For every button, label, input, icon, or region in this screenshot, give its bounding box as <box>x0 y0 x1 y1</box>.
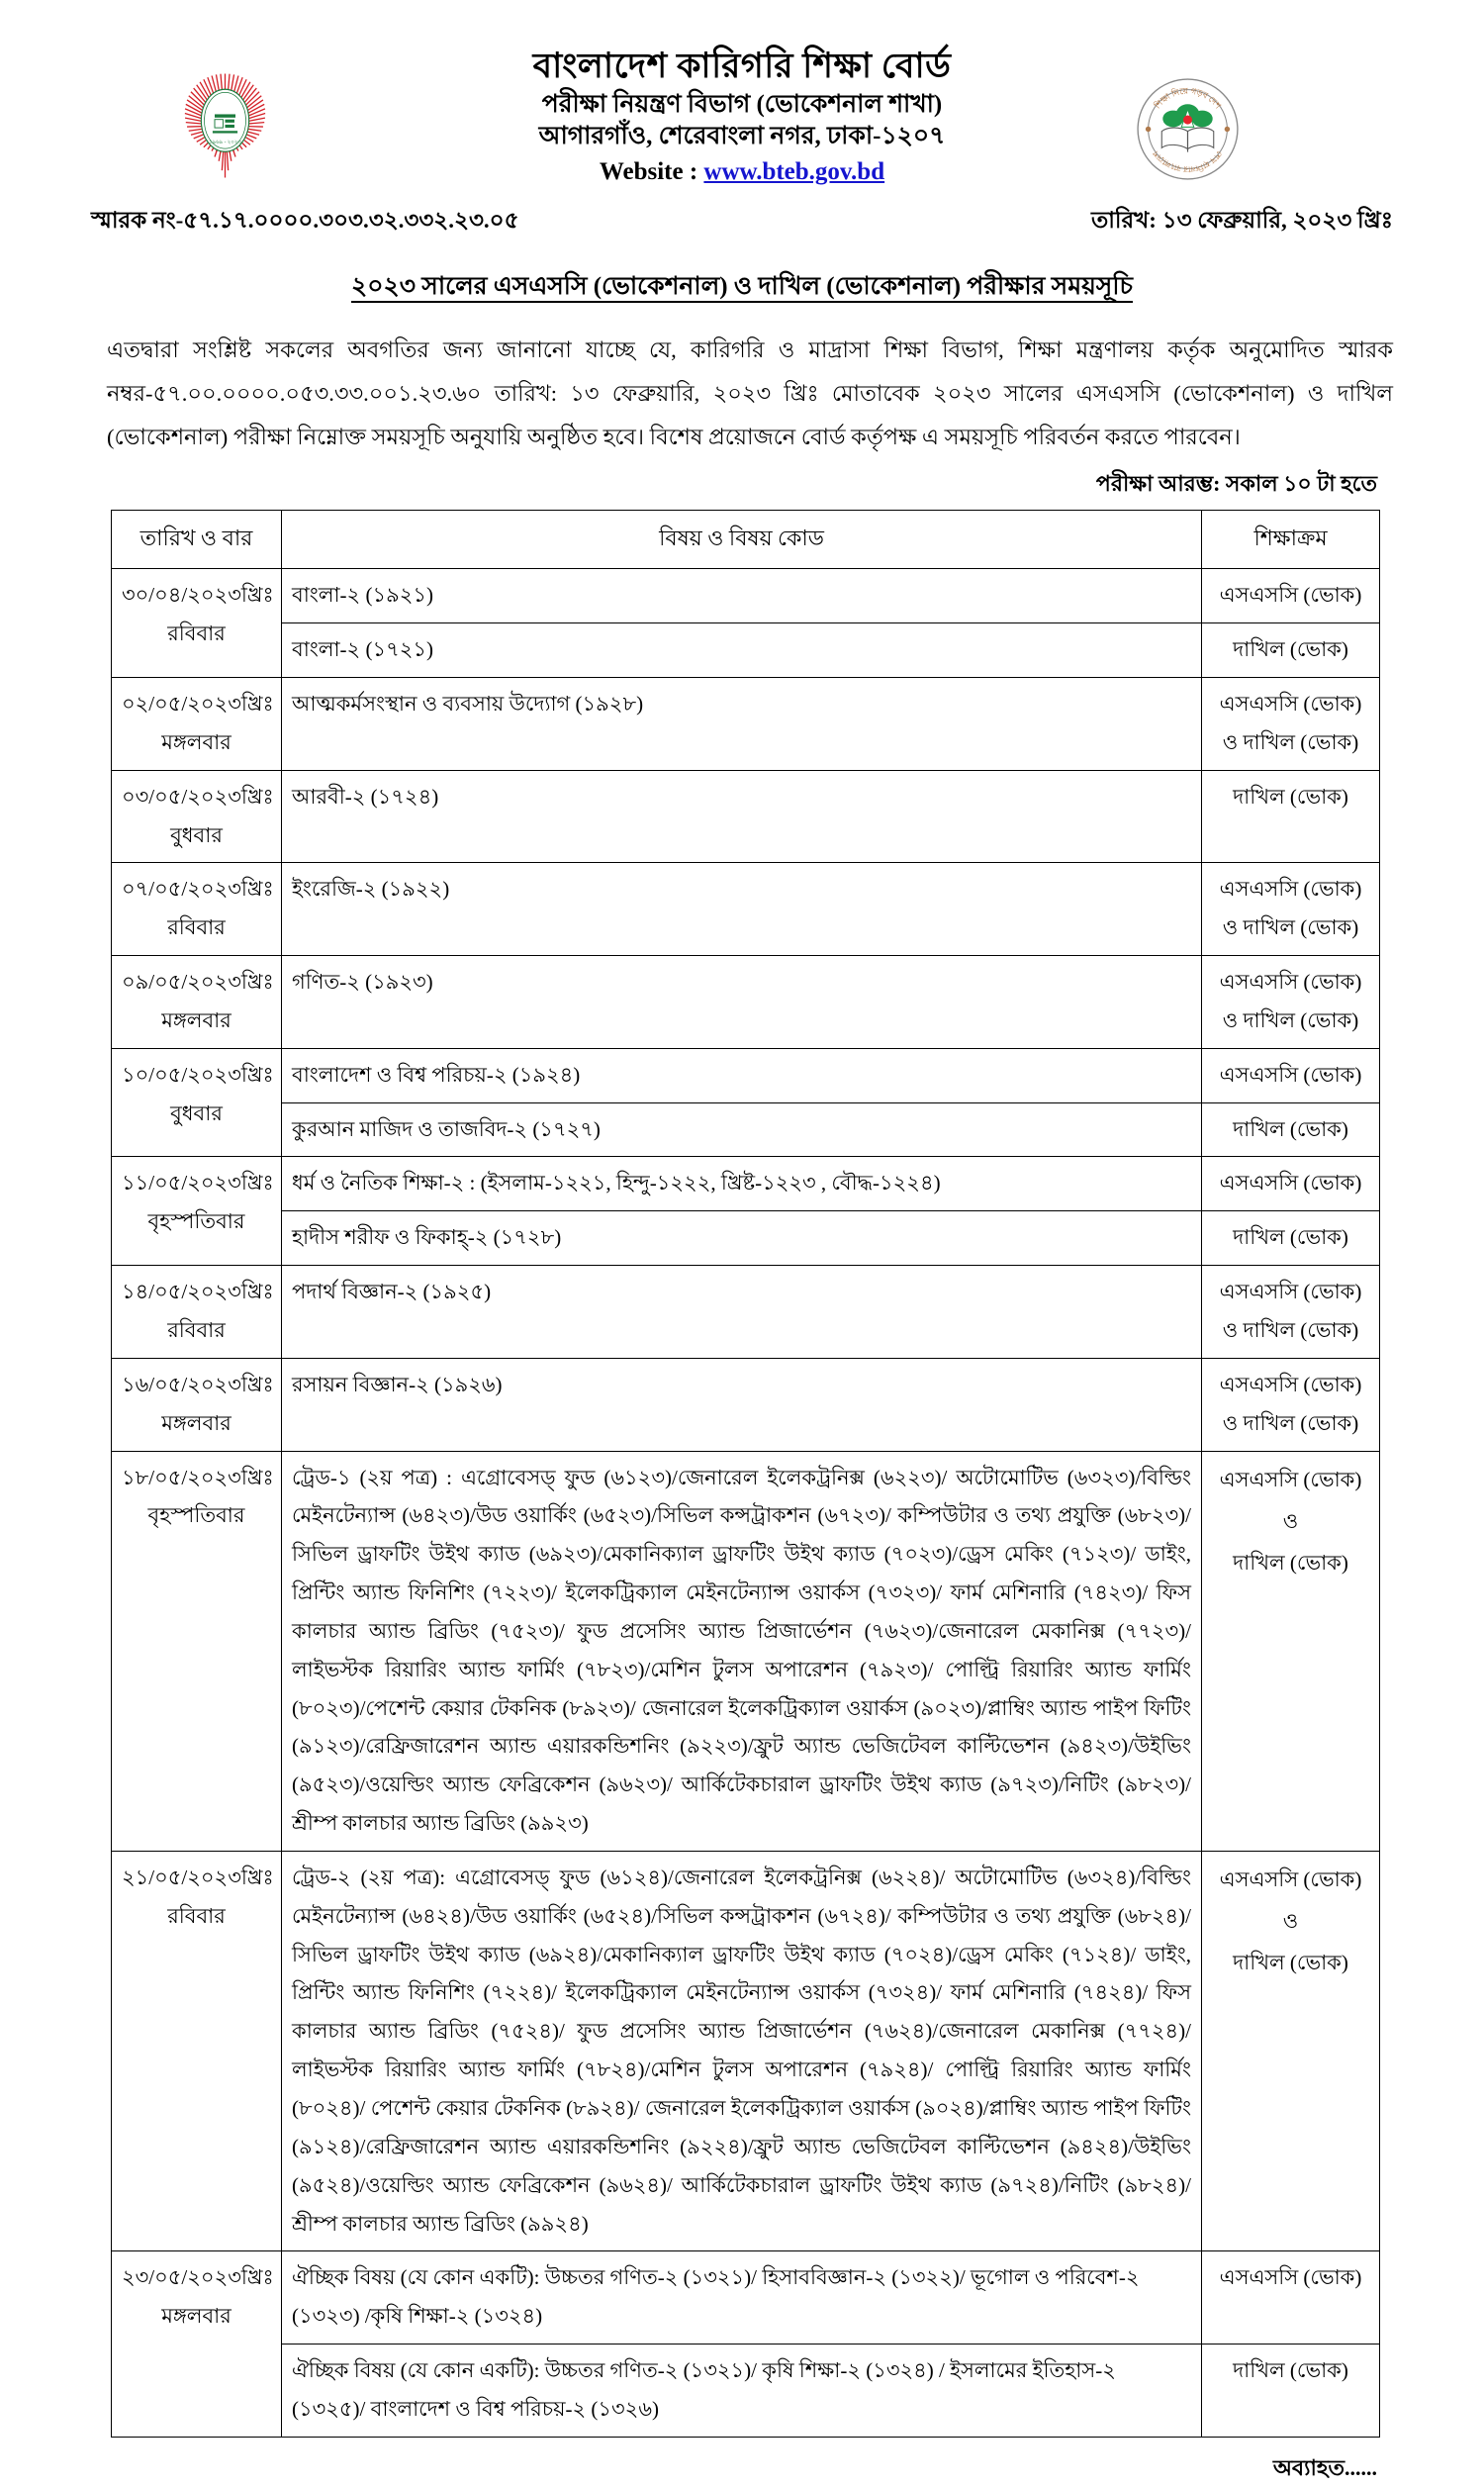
table-row <box>112 2344 1380 2438</box>
curriculum-line: দাখিল (ভোক) <box>1233 1550 1348 1575</box>
cell-date <box>112 1358 282 1451</box>
cell-subject: আত্মকর্মসংস্থান ও ব্যবসায় উদ্যোগ (১৯২৮) <box>282 678 1202 771</box>
curriculum-line: দাখিল (ভোক) <box>1233 2358 1348 2383</box>
table-header <box>112 510 1380 569</box>
cell-subject: বাংলা-২ (১৭২১) <box>282 623 1202 678</box>
day-value: বৃহস্পতিবার <box>147 1209 245 1234</box>
curriculum-line: ও দাখিল (ভোক) <box>1222 915 1359 940</box>
day-value: মঙ্গলবার <box>161 2304 232 2329</box>
day-value: রবিবার <box>167 1317 226 1342</box>
bteb-starburst-seal-logo <box>173 71 277 180</box>
curriculum-line: দাখিল (ভোক) <box>1233 1225 1348 1250</box>
date-value: ৩০/০৪/২০২৩খ্রিঃ <box>122 583 274 608</box>
cell-subject: কুরআন মাজিদ ও তাজবিদ-২ (১৭২৭) <box>282 1102 1202 1157</box>
page-title-text: ২০২৩ সালের এসএসসি (ভোকেশনাল) ও দাখিল (ভোকেশনাল) পরীক্ষার সময়সূচি <box>351 273 1133 303</box>
cell-date <box>112 1157 282 1266</box>
day-value: মঙ্গলবার <box>161 1410 232 1435</box>
cell-curriculum <box>1202 2251 1380 2344</box>
cell-curriculum <box>1202 2344 1380 2438</box>
date-value: ২১/০৫/২০২৩খ্রিঃ <box>122 1865 274 1889</box>
cell-curriculum <box>1202 863 1380 956</box>
cell-subject: পদার্থ বিজ্ঞান-২ (১৯২৫) <box>282 1266 1202 1359</box>
cell-date <box>112 2251 282 2437</box>
date-value: ১৬/০৫/২০২৩খ্রিঃ <box>122 1372 274 1396</box>
curriculum-line: এসএসসি (ভোক) <box>1219 692 1362 716</box>
cell-curriculum <box>1202 1157 1380 1211</box>
date-value: ১৪/০৫/২০২৩খ্রিঃ <box>122 1280 274 1304</box>
table-row <box>112 863 1380 956</box>
table-row <box>112 1211 1380 1266</box>
curriculum-line: এসএসসি (ভোক) <box>1219 1866 1362 1891</box>
cell-date <box>112 770 282 863</box>
cell-date <box>112 1266 282 1359</box>
day-value: মঙ্গলবার <box>161 1007 232 1032</box>
svg-text:১৯৬৯ - ২০২৩: ১৯৬৯ - ২০২৩ <box>209 139 241 145</box>
bangladesh-govt-education-seal-logo <box>1136 77 1240 181</box>
exam-schedule-table <box>111 510 1380 2438</box>
cell-curriculum <box>1202 1358 1380 1451</box>
cell-subject: ইংরেজি-২ (১৯২২) <box>282 863 1202 956</box>
cell-date <box>112 956 282 1049</box>
date-value: ০৯/০৫/২০২৩খ্রিঃ <box>122 970 274 995</box>
date-value: ২৩/০৫/২০২৩খ্রিঃ <box>122 2265 274 2290</box>
cell-subject: গণিত-২ (১৯২৩) <box>282 956 1202 1049</box>
curriculum-line: এসএসসি (ভোক) <box>1219 877 1362 902</box>
cell-curriculum <box>1202 1851 1380 2250</box>
table-row <box>112 678 1380 771</box>
cell-date <box>112 1451 282 1851</box>
table-row <box>112 1451 1380 1851</box>
curriculum-line: দাখিল (ভোক) <box>1233 637 1348 662</box>
cell-subject: ধর্ম ও নৈতিক শিক্ষা-২ : (ইসলাম-১২২১, হিন্দু-১২২২, খ্রিষ্ট-১২২৩ , বৌদ্ধ-১২২৪) <box>282 1157 1202 1211</box>
curriculum-line: এসএসসি (ভোক) <box>1219 1171 1362 1196</box>
memo-date: তারিখ: ১৩ ফেব্রুয়ারি, ২০২৩ খ্রিঃ <box>1090 208 1393 233</box>
table-row <box>112 623 1380 678</box>
organization-name: বাংলাদেশ কারিগরি শিক্ষা বোর্ড <box>532 47 952 85</box>
notice-paragraph: এতদ্বারা সংশ্লিষ্ট সকলের অবগতির জন্য জানানো যাচ্ছে যে, কারিগরি ও মাদ্রাসা শিক্ষা বিভাগ, শিক্ষা মন্ত্রণালয় কর্তৃক অনুমোদিত স্মারক নম্বর-৫৭.০০.০০০০.০৫৩.৩৩.০০১.২৩.৬০ তারিখ: ১৩ ফেব্রুয়ারি, ২০২৩ খ্রিঃ মোতাবেক ২০২৩ সালের এসএসসি (ভোকেশনাল) ও দাখিল (ভোকেশনাল) পরীক্ষা নিম্নোক্ত সময়সূচি অনুযায়ি অনুষ্ঠিত হবে। বিশেষ প্রয়োজনে বোর্ড কর্তৃপক্ষ এ সময়সূচি পরিবর্তন করতে পারবেন। <box>107 337 1393 449</box>
cell-subject: ট্রেড-১ (২য় পত্র) : এগ্রোবেসড্ ফুড (৬১২৩)/জেনারেল ইলেকট্রনিক্স (৬২২৩)/ অটোমোটিভ (৬৩২৩)/বিল্ডিং মেইনটেন্যান্স (৬৪২৩)/উড ওয়ার্কিং (৬৫২৩)/সিভিল কন্সট্রাকশন (৬৭২৩)/ কম্পিউটার ও তথ্য প্রযুক্তি (৬৮২৩)/সিভিল ড্রাফটিং উইথ ক্যাড (৬৯২৩)/মেকানিক্যাল ড্রাফটিং উইথ ক্যাড (৭০২৩)/ড্রেস মেকিং (৭১২৩)/ ডাইং, প্রিন্টিং অ্যান্ড ফিনিশিং (৭২২৩)/ ইলেকট্রিক্যাল মেইনটেন্যান্স ওয়ার্কস (৭৩২৩)/ ফার্ম মেশিনারি (৭৪২৩)/ ফিস কালচার অ্যান্ড ব্রিডিং (৭৫২৩)/ ফুড প্রসেসিং অ্যান্ড প্রিজার্ভেশন (৭৬২৩)/জেনারেল মেকানিক্স (৭৭২৩)/লাইভস্টক রিয়ারিং অ্যান্ড ফার্মিং (৭৮২৩)/মেশিন টুলস অপারেশন (৭৯২৩)/ পোল্ট্রি রিয়ারিং অ্যান্ড ফার্মিং (৮০২৩)/পেশেন্ট কেয়ার টেকনিক (৮৯২৩)/ জেনারেল ইলেকট্রিক্যাল ওয়ার্কস (৯০২৩)/প্লাম্বিং অ্যান্ড পাইপ ফিটিং (৯১২৩)/রেফ্রিজারেশন অ্যান্ড এয়ারকন্ডিশনিং (৯২২৩)/ফ্রুট অ্যান্ড ভেজিটেবল কাল্টিভেশন (৯৪২৩)/উইভিং (৯৫২৩)/ওয়েল্ডিং অ্যান্ড ফেব্রিকেশন (৯৬২৩)/ আর্কিটেকচারাল ড্রাফটিং উইথ ক্যাড (৯৭২৩)/নিটিং (৯৮২৩)/ শ্রীম্প কালচার অ্যান্ড ব্রিডিং (৯৯২৩) <box>282 1451 1202 1851</box>
curriculum-line: এসএসসি (ভোক) <box>1219 1372 1362 1396</box>
memo-line <box>0 202 1484 240</box>
exam-start-note: পরীক্ষা আরম্ভ: সকাল ১০ টা হতে <box>1095 470 1377 496</box>
table-row <box>112 1266 1380 1359</box>
day-value: বুধবার <box>170 1100 223 1125</box>
cell-date <box>112 678 282 771</box>
cell-date <box>112 1851 282 2250</box>
curriculum-line: ও দাখিল (ভোক) <box>1222 1007 1359 1032</box>
date-value: ১৮/০৫/২০২৩খ্রিঃ <box>122 1465 274 1489</box>
curriculum-line: এসএসসি (ভোক) <box>1219 970 1362 995</box>
table-body <box>112 569 1380 2437</box>
day-value: রবিবার <box>167 1903 226 1928</box>
curriculum-line: দাখিল (ভোক) <box>1233 1116 1348 1141</box>
curriculum-line: ও দাখিল (ভোক) <box>1222 1317 1359 1342</box>
cell-subject: ঐচ্ছিক বিষয় (যে কোন একটি): উচ্চতর গণিত-২ (১৩২১)/ কৃষি শিক্ষা-২ (১৩২৪) / ইসলামের ইতিহাস-২ (১৩২৫)/ বাংলাদেশ ও বিশ্ব পরিচয়-২ (১৩২৬) <box>282 2344 1202 2438</box>
cell-subject: ঐচ্ছিক বিষয় (যে কোন একটি): উচ্চতর গণিত-২ (১৩২১)/ হিসাববিজ্ঞান-২ (১৩২২)/ ভূগোল ও পরিবেশ-২ (১৩২৩) /কৃষি শিক্ষা-২ (১৩২৪) <box>282 2251 1202 2344</box>
date-value: ০৭/০৫/২০২৩খ্রিঃ <box>122 877 274 902</box>
website-label: Website : <box>599 157 704 185</box>
day-value: রবিবার <box>167 622 226 646</box>
curriculum-line: এসএসসি (ভোক) <box>1219 1062 1362 1087</box>
cell-curriculum <box>1202 1048 1380 1102</box>
curriculum-line: ও দাখিল (ভোক) <box>1222 729 1359 754</box>
curriculum-line: এসএসসি (ভোক) <box>1219 583 1362 608</box>
column-header-subject: বিষয় ও বিষয় কোড <box>282 510 1202 569</box>
department-name: পরীক্ষা নিয়ন্ত্রণ বিভাগ (ভোকেশনাল শাখা) <box>541 90 943 118</box>
cell-curriculum <box>1202 1451 1380 1851</box>
cell-curriculum <box>1202 1102 1380 1157</box>
table-row <box>112 1048 1380 1102</box>
table-row <box>112 770 1380 863</box>
website-link[interactable]: www.bteb.gov.bd <box>703 157 885 185</box>
column-header-date: তারিখ ও বার <box>112 510 282 569</box>
cell-curriculum <box>1202 770 1380 863</box>
table-row <box>112 2251 1380 2344</box>
cell-subject: বাংলা-২ (১৯২১) <box>282 569 1202 623</box>
day-value: মঙ্গলবার <box>161 729 232 754</box>
table-header-row <box>112 510 1380 569</box>
cell-date <box>112 569 282 678</box>
document-header <box>0 0 1484 188</box>
cell-curriculum <box>1202 623 1380 678</box>
table-row <box>112 1851 1380 2250</box>
curriculum-line: দাখিল (ভোক) <box>1233 1950 1348 1974</box>
date-value: ০২/০৫/২০২৩খ্রিঃ <box>122 692 274 716</box>
curriculum-line: এসএসসি (ভোক) <box>1219 1280 1362 1304</box>
page-title <box>0 266 1484 309</box>
day-value: বৃহস্পতিবার <box>147 1503 245 1528</box>
table-row <box>112 569 1380 623</box>
cell-subject: রসায়ন বিজ্ঞান-২ (১৯২৬) <box>282 1358 1202 1451</box>
cell-curriculum <box>1202 1266 1380 1359</box>
cell-date <box>112 863 282 956</box>
column-header-curriculum: শিক্ষাক্রম <box>1202 510 1380 569</box>
svg-text:শিক্ষা নিয়ে গড়ব দেশ: শিক্ষা নিয়ে গড়ব দেশ <box>1152 85 1224 111</box>
cell-curriculum <box>1202 569 1380 623</box>
curriculum-line: ও <box>1282 1508 1299 1533</box>
cell-subject: হাদীস শরীফ ও ফিকাহ্-২ (১৭২৮) <box>282 1211 1202 1266</box>
table-row <box>112 1157 1380 1211</box>
curriculum-line: এসএসসি (ভোক) <box>1219 1467 1362 1491</box>
day-value: রবিবার <box>167 915 226 940</box>
curriculum-line: ও দাখিল (ভোক) <box>1222 1410 1359 1435</box>
cell-subject: আরবী-২ (১৭২৪) <box>282 770 1202 863</box>
continuation-note: অব্যাহত...... <box>1272 2454 1377 2480</box>
cell-subject: ট্রেড-২ (২য় পত্র): এগ্রোবেসড্ ফুড (৬১২৪)/জেনারেল ইলেকট্রনিক্স (৬২২৪)/ অটোমোটিভ (৬৩২৪)/বিল্ডিং মেইনটেন্যান্স (৬৪২৪)/উড ওয়ার্কিং (৬৫২৪)/সিভিল কন্সট্রাকশন (৬৭২৪)/ কম্পিউটার ও তথ্য প্রযুক্তি (৬৮২৪)/সিভিল ড্রাফটিং উইথ ক্যাড (৬৯২৪)/মেকানিক্যাল ড্রাফটিং উইথ ক্যাড (৭০২৪)/ড্রেস মেকিং (৭১২৪)/ ডাইং, প্রিন্টিং অ্যান্ড ফিনিশিং (৭২২৪)/ ইলেকট্রিক্যাল মেইনটেন্যান্স ওয়ার্কস (৭৩২৪)/ ফার্ম মেশিনারি (৭৪২৪)/ ফিস কালচার অ্যান্ড ব্রিডিং (৭৫২৪)/ ফুড প্রসেসিং অ্যান্ড প্রিজার্ভেশন (৭৬২৪)/জেনারেল মেকানিক্স (৭৭২৪)/লাইভস্টক রিয়ারিং অ্যান্ড ফার্মিং (৭৮২৪)/মেশিন টুলস অপারেশন (৭৯২৪)/ পোল্ট্রি রিয়ারিং অ্যান্ড ফার্মিং (৮০২৪)/ পেশেন্ট কেয়ার টেকনিক (৮৯২৪)/ জেনারেল ইলেকট্রিক্যাল ওয়ার্কস (৯০২৪)/প্লাম্বিং অ্যান্ড পাইপ ফিটিং (৯১২৪)/রেফ্রিজারেশন অ্যান্ড এয়ারকন্ডিশনিং (৯২২৪)/ফ্রুট অ্যান্ড ভেজিটেবল কাল্টিভেশন (৯৪২৪)/উইভিং (৯৫২৪)/ওয়েল্ডিং অ্যান্ড ফেব্রিকেশন (৯৬২৪)/ আর্কিটেকচারাল ড্রাফটিং উইথ ক্যাড (৯৭২৪)/নিটিং (৯৮২৪)/ শ্রীম্প কালচার অ্যান্ড ব্রিডিং (৯৯২৪) <box>282 1851 1202 2250</box>
table-row <box>112 956 1380 1049</box>
table-row <box>112 1102 1380 1157</box>
cell-curriculum <box>1202 956 1380 1049</box>
table-row <box>112 1358 1380 1451</box>
curriculum-line: দাখিল (ভোক) <box>1233 784 1348 809</box>
curriculum-line: এসএসসি (ভোক) <box>1219 2265 1362 2290</box>
cell-curriculum <box>1202 1211 1380 1266</box>
memo-number: স্মারক নং-৫৭.১৭.০০০০.৩০৩.৩২.৩৩২.২৩.০৫ <box>91 208 519 233</box>
day-value: বুধবার <box>170 822 223 847</box>
date-value: ১০/০৫/২০২৩খ্রিঃ <box>122 1062 274 1087</box>
cell-curriculum <box>1202 678 1380 771</box>
cell-date <box>112 1048 282 1157</box>
date-value: ১১/০৫/২০২৩খ্রিঃ <box>122 1171 274 1196</box>
date-value: ০৩/০৫/২০২৩খ্রিঃ <box>122 784 274 809</box>
svg-text:শেখ হাসিনার বাংলাদেশ: শেখ হাসিনার বাংলাদেশ <box>1151 148 1225 174</box>
cell-subject: বাংলাদেশ ও বিশ্ব পরিচয়-২ (১৯২৪) <box>282 1048 1202 1102</box>
curriculum-line: ও <box>1282 1908 1299 1933</box>
organization-address: আগারগাঁও, শেরেবাংলা নগর, ঢাকা-১২০৭ <box>538 123 946 149</box>
